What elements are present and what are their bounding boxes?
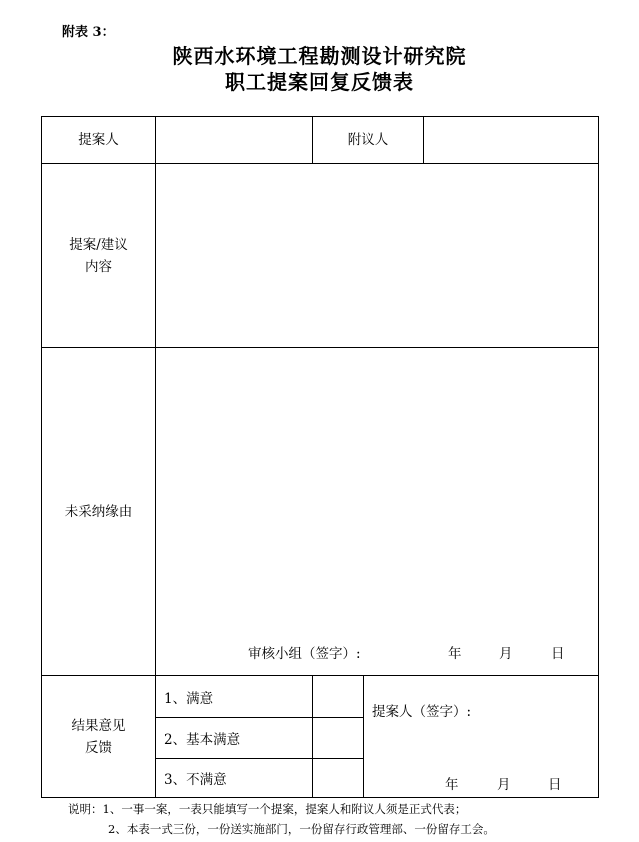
option-satisfied-checkbox[interactable]: [313, 676, 364, 718]
option-unsatisfied-checkbox[interactable]: [313, 758, 364, 797]
result-label-line1: 结果意见: [71, 717, 126, 734]
content-label: [42, 164, 156, 348]
page-title: 陕西水环境工程勘测设计研究院: [172, 44, 467, 68]
proposer-sign-field[interactable]: [364, 676, 599, 798]
option-satisfied: 1、满意: [156, 676, 313, 718]
result-date-year: 年: [445, 777, 459, 793]
reason-label: 未采纳缘由: [42, 348, 156, 676]
review-date-day: 日: [551, 645, 565, 662]
note-line-2: 2、本表一式三份，一份送实施部门，一份留存行政管理部、一份留存工会。: [108, 822, 495, 836]
result-date-month: 月: [497, 777, 511, 793]
feedback-form-table: [41, 116, 599, 798]
option-basically-satisfied: 2、基本满意: [156, 718, 313, 758]
content-field[interactable]: [156, 164, 599, 348]
content-label-line2: 内容: [85, 258, 112, 275]
result-date-day: 日: [548, 777, 562, 793]
option-unsatisfied: 3、不满意: [156, 758, 313, 797]
proposer-field[interactable]: [156, 117, 313, 164]
seconder-field[interactable]: [424, 117, 599, 164]
result-label-line2: 反馈: [85, 739, 112, 756]
review-sign-label: 审核小组（签字）:: [248, 645, 361, 662]
seconder-label: 附议人: [313, 117, 424, 164]
notes: [68, 799, 495, 839]
note-line-1: 说明：1、一事一案，一表只能填写一个提案，提案人和附议人须是正式代表；: [68, 802, 467, 816]
reason-field[interactable]: [156, 348, 599, 676]
review-date-year: 年: [448, 645, 462, 662]
form-title: 职工提案回复反馈表: [225, 70, 414, 94]
attachment-label: 附表 3：: [62, 25, 115, 40]
proposer-sign-label: 提案人（签字）:: [372, 704, 472, 720]
proposer-label: 提案人: [42, 117, 156, 164]
result-label: [42, 676, 156, 798]
review-date-month: 月: [499, 645, 513, 662]
content-label-line1: 提案/建议: [69, 236, 128, 253]
option-basically-satisfied-checkbox[interactable]: [313, 718, 364, 758]
